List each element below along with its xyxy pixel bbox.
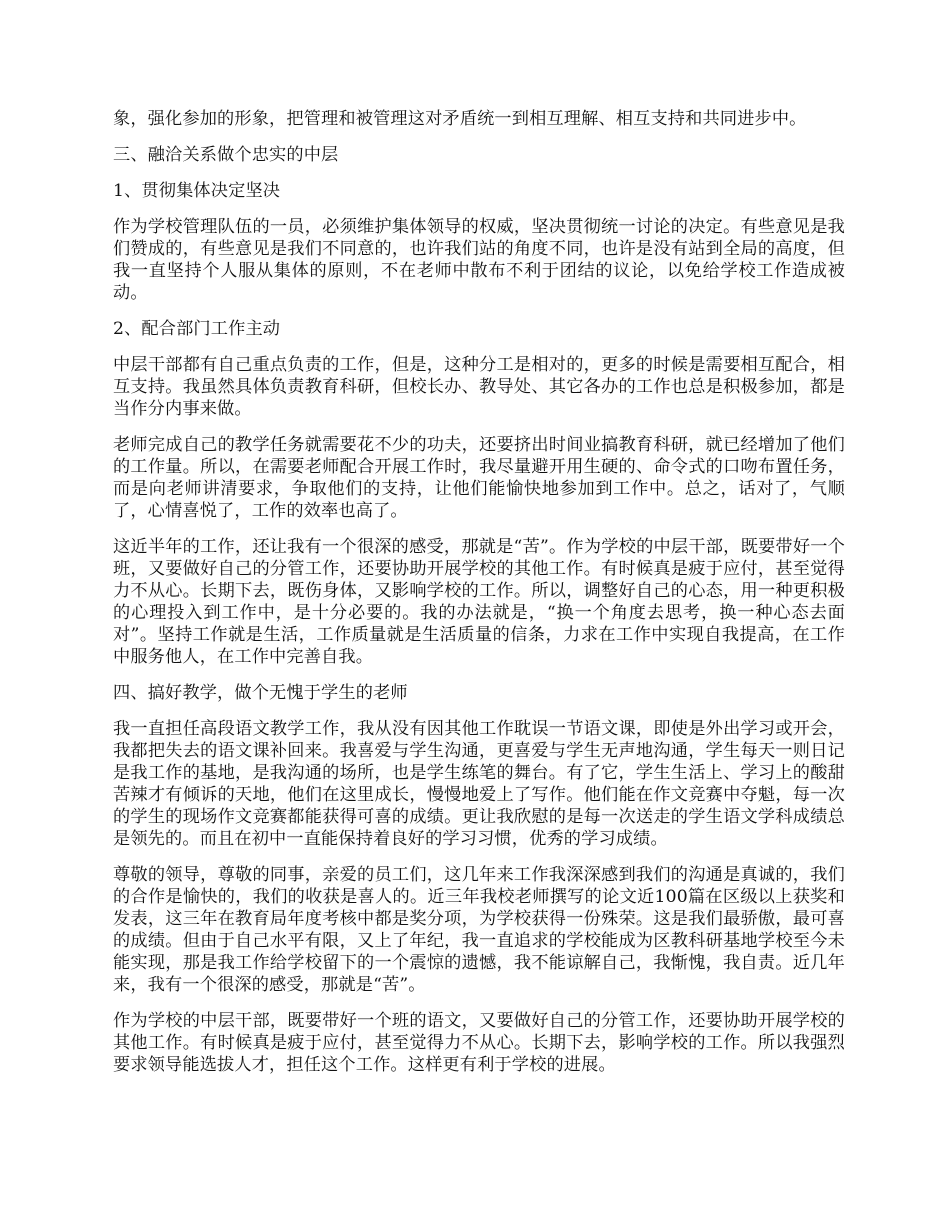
paragraph-gratitude-results: 尊敬的领导，尊敬的同事，亲爱的员工们，这几年来工作我深深感到我们的沟通是真诚的，我们的合作是愉快的，我们的收获是喜人的。近三年我校老师撰写的论文近100篇在区级以上获奖和发表，这三年在教育局年度考核中都是奖分项，为学校获得一份殊荣。这是我们最骄傲，最可喜的成绩。但由于自己水平有限，又上了年纪，我一直追求的学校能成为区教科研基地学校至今未能实现，那是我工作给学校留下的一个震惊的遗憾，我不能谅解自己，我惭愧，我自责。近几年来，我有一个很深的感受，那就是“苦”。 <box>113 865 845 995</box>
subheading-3-1: 1、贯彻集体决定坚决 <box>113 181 281 201</box>
paragraph-collective-decisions: 作为学校管理队伍的一员，必须维护集体领导的权威，坚决贯彻统一讨论的决定。有些意见是我们赞成的，有些意见是我们不同意的，也许我们站的角度不同，也许是没有站到全局的高度，但我一直坚持个人服从集体的原则，不在老师中散布不利于团结的议论，以免给学校工作造成被动。 <box>113 217 845 303</box>
paragraph-department-cooperation: 中层干部都有自己重点负责的工作，但是，这种分工是相对的，更多的时候是需要相互配合，相互支持。我虽然具体负责教育科研，但校长办、教导处、其它各办的工作也总是积极参加，都是当作分内事来做。 <box>113 355 845 419</box>
subheading-3-2: 2、配合部门工作主动 <box>113 319 281 339</box>
paragraph-teaching-work: 我一直担任高段语文教学工作，我从没有因其他工作耽误一节语文课，即使是外出学习或开会，我都把失去的语文课补回来。我喜爱与学生沟通，更喜爱与学生无声地沟通，学生每天一则日记是我工作的基地，是我沟通的场所，也是学生练笔的舞台。有了它，学生生活上、学习上的酸甜苦辣才有倾诉的天地，他们在这里成长，慢慢地爱上了写作。他们能在作文竞赛中夺魁，每一次的学生的现场作文竞赛都能获得可喜的成绩。更让我欣慰的是每一次送走的学生语文学科成绩总是领先的。而且在初中一直能保持着良好的学习习惯，优秀的学习成绩。 <box>113 719 845 849</box>
paragraph-half-year-reflection: 这近半年的工作，还让我有一个很深的感受，那就是“苦”。作为学校的中层干部，既要带好一个班，又要做好自己的分管工作，还要协助开展学校的其他工作。有时候真是疲于应付，甚至觉得力不从心。长期下去，既伤身体，又影响学校的工作。所以，调整好自己的心态，用一种更积极的心理投入到工作中，是十分必要的。我的办法就是，“换一个角度去思考，换一种心态去面对”。坚持工作就是生活，工作质量就是生活质量的信条，力求在工作中实现自我提高，在工作中服务他人，在工作中完善自我。 <box>113 537 845 667</box>
section-heading-3: 三、融洽关系做个忠实的中层 <box>113 145 339 165</box>
document-body <box>113 108 845 1090</box>
paragraph-continuation: 象，强化参加的形象，把管理和被管理这对矛盾统一到相互理解、相互支持和共同进步中。 <box>113 109 807 129</box>
paragraph-teacher-support: 老师完成自己的教学任务就需要花不少的功夫，还要挤出时间业搞教育科研，就已经增加了他们的工作量。所以，在需要老师配合开展工作时，我尽量避开用生硬的、命令式的口吻布置任务，而是向老师讲清要求，争取他们的支持，让他们能愉快地参加到工作中。总之，话对了，气顺了，心情喜悦了，工作的效率也高了。 <box>113 435 845 521</box>
paragraph-closing-request: 作为学校的中层干部，既要带好一个班的语文，又要做好自己的分管工作，还要协助开展学校的其他工作。有时候真是疲于应付，甚至觉得力不从心。长期下去，影响学校的工作。所以我强烈要求领导能选拔人才，担任这个工作。这样更有利于学校的进展。 <box>113 1011 845 1075</box>
section-heading-4: 四、搞好教学，做个无愧于学生的老师 <box>113 683 408 703</box>
